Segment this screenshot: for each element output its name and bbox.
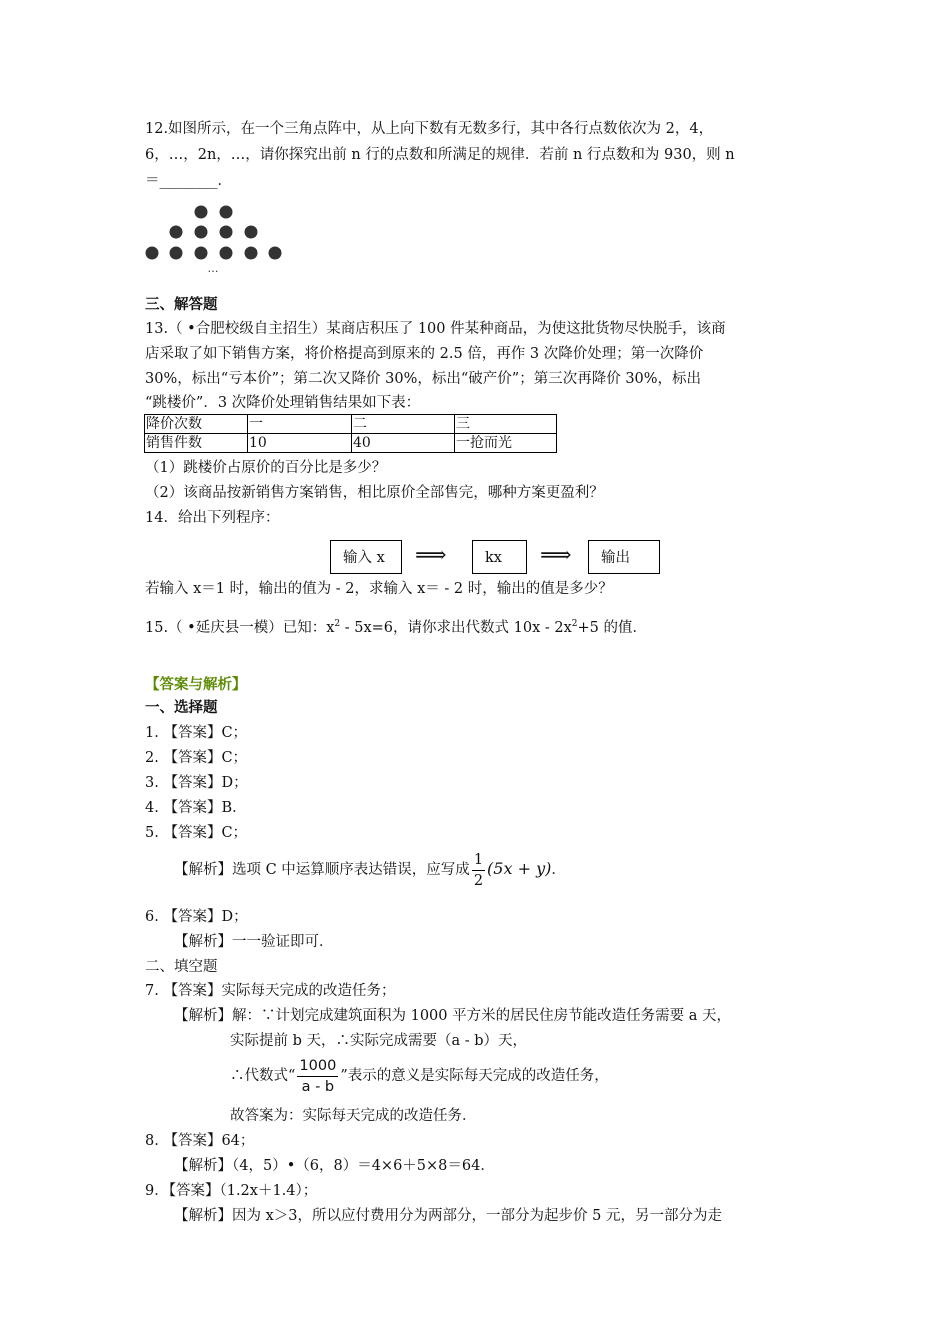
dot-ellipsis: … <box>207 262 219 274</box>
q14-line2: 若输入 x＝1 时，输出的值为 - 2，求输入 x＝ - 2 时，输出的值是多少？ <box>145 581 613 597</box>
table-cell: 一 <box>248 415 352 434</box>
fraction-1000-over-a-minus-b: $\frac{1000}{a - b}$ <box>299 1057 337 1095</box>
answers-section-1: 一、选择题 <box>145 700 218 716</box>
answer-7-explanation-2: 实际提前 b 天，∴实际完成需要（a - b）天， <box>230 1033 528 1049</box>
q12-line2: 6，…，2n，…，请你探究出前 n 行的点数和所满足的规律．若前 n 行点数和为 930，则 n <box>145 147 735 163</box>
sales-table <box>144 414 557 453</box>
answer-8-explanation: 【解析】（4，5）•（6，8）＝4×6＋5×8＝64． <box>174 1158 495 1174</box>
answer-8: 8. 【答案】64； <box>145 1133 255 1149</box>
flow-arrow-1: ⟹ <box>415 543 447 568</box>
section-3-heading: 三、解答题 <box>145 297 218 313</box>
table-row <box>145 434 557 453</box>
fraction-one-half: $\frac{1}{2}$ <box>473 851 484 889</box>
answer-1: 1. 【答案】C； <box>145 725 248 741</box>
q15-line: 15.（ •延庆县一模）已知：$x^2 - 5x=6$，请你求出代数式 $10x - 2x^2+5$ 的值． <box>145 619 648 636</box>
dot-row-3 <box>146 247 282 260</box>
answer-9: 9．【答案】（1.2x＋1.4）； <box>145 1183 318 1199</box>
table-cell: 一抢而光 <box>455 434 557 453</box>
dot-row-2 <box>170 226 258 239</box>
flow-arrow-2: ⟹ <box>540 543 572 568</box>
answers-section-2: 二、填空题 <box>145 959 218 975</box>
table-row <box>145 415 557 434</box>
flow-box-kx: kx <box>472 540 527 574</box>
answer-5-explanation: 【解析】选项 C 中运算顺序表达错误，应写成 $\frac{1}{2}$ (5x + y)． <box>174 851 566 889</box>
table-cell: 三 <box>455 415 557 434</box>
answer-7: 7. 【答案】实际每天完成的改造任务； <box>145 983 396 999</box>
q12-line3: ＝________． <box>145 173 232 189</box>
answer-7-explanation-4: 故答案为：实际每天完成的改造任务． <box>230 1108 477 1124</box>
dot-triangle-figure <box>142 200 288 274</box>
answer-2: 2. 【答案】C； <box>145 750 248 766</box>
q13-line4: “跳楼价”．3 次降价处理销售结果如下表： <box>145 395 421 411</box>
q12-line1: 12.如图所示，在一个三角点阵中，从上向下数有无数多行，其中各行点数依次为 2，4， <box>145 121 714 137</box>
flow-box-input: 输入 x <box>330 540 402 574</box>
answer-6: 6. 【答案】D； <box>145 909 248 925</box>
answer-7-explanation-1: 【解析】解：∵计划完成建筑面积为 1000 平方米的居民住房节能改造任务需要 a 天， <box>174 1008 731 1024</box>
q13-line2: 店采取了如下销售方案，将价格提高到原来的 2.5 倍，再作 3 次降价处理；第一次降价 <box>145 346 704 362</box>
answer-3: 3. 【答案】D； <box>145 775 248 791</box>
answer-4: 4. 【答案】B． <box>145 800 247 816</box>
table-cell: 二 <box>352 415 455 434</box>
answers-header: 【答案与解析】 <box>145 677 247 693</box>
q14-line1: 14．给出下列程序： <box>145 510 280 526</box>
answer-6-explanation: 【解析】一一验证即可． <box>174 934 334 950</box>
table-cell: 10 <box>248 434 352 453</box>
flow-box-output: 输出 <box>588 540 660 574</box>
q13-line1: 13.（ •合肥校级自主招生）某商店积压了 100 件某种商品，为使这批货物尽快脱手，该商 <box>145 321 726 337</box>
q13-line3: 30%，标出“亏本价”；第二次又降价 30%，标出“破产价”；第三次再降价 30%，标出 <box>145 371 702 387</box>
answer-7-explanation-3: ∴代数式“ $\frac{1000}{a - b}$ ”表示的意义是实际每天完成的改造任务， <box>230 1057 609 1095</box>
table-cell: 销售件数 <box>145 434 248 453</box>
q13-sub2: （2）该商品按新销售方案销售，相比原价全部售完，哪种方案更盈利？ <box>145 485 604 501</box>
table-cell: 降价次数 <box>145 415 248 434</box>
q13-sub1: （1）跳楼价占原价的百分比是多少？ <box>145 460 387 476</box>
answer-5: 5. 【答案】C； <box>145 825 248 841</box>
answer-9-explanation: 【解析】因为 x＞3，所以应付费用分为两部分，一部分为起步价 5 元，另一部分为走 <box>174 1208 722 1224</box>
dot-row-1 <box>195 206 233 219</box>
table-cell: 40 <box>352 434 455 453</box>
